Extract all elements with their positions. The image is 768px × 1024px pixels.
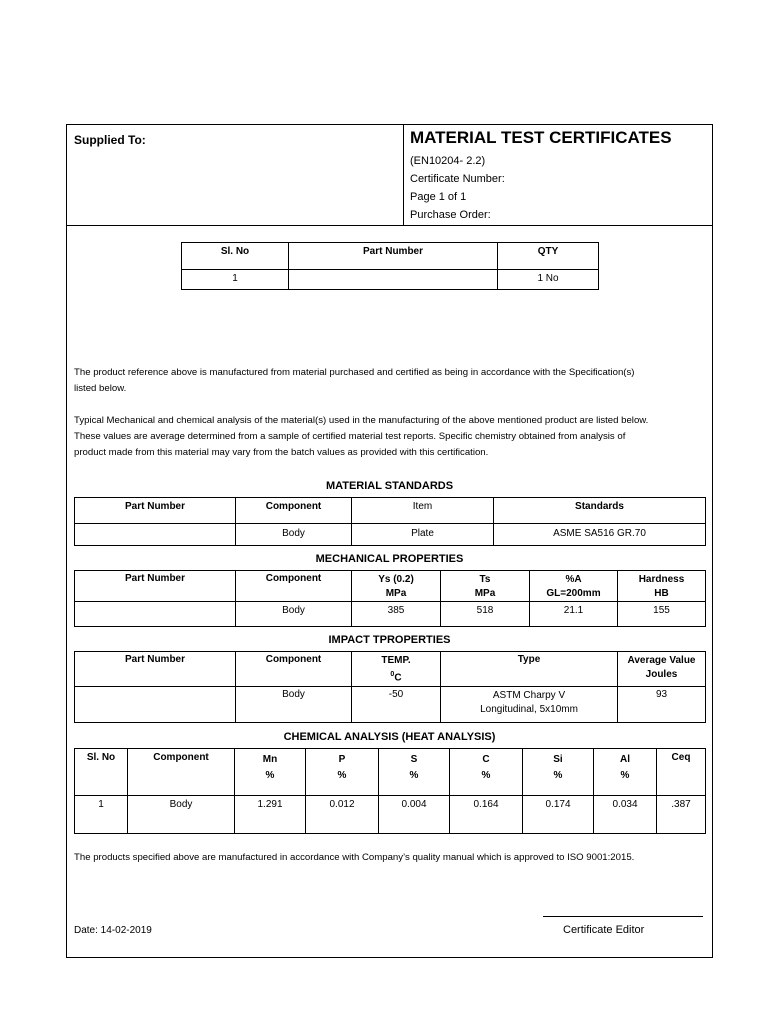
chem-td-p: 0.012 — [306, 796, 379, 834]
chem-th-component: Component — [128, 749, 235, 796]
chem-s-label: S — [410, 754, 418, 765]
chem-th-slno: Sl. No — [75, 749, 128, 796]
part-th-slno: Sl. No — [182, 243, 289, 270]
chemical-title: CHEMICAL ANALYSIS (HEAT ANALYSIS) — [283, 731, 496, 743]
chem-al-unit: % — [620, 770, 630, 781]
mechanical-table — [74, 570, 706, 627]
chem-th-si — [523, 749, 594, 796]
imp-td-part — [75, 687, 236, 723]
chem-mn-unit: % — [265, 770, 275, 781]
imp-avg-label: Average Value — [627, 655, 696, 666]
para2-line2: These values are average determined from a sample of certified material test reports. Specific chemistry obtained from analysis of — [74, 431, 626, 442]
imp-avg-unit: Joules — [645, 669, 678, 680]
chem-si-unit: % — [553, 770, 563, 781]
chem-th-p — [306, 749, 379, 796]
certificate-title: MATERIAL TEST CERTIFICATES — [410, 128, 672, 147]
chem-mn-label: Mn — [262, 754, 278, 765]
imp-temp-unit-sup: 0 — [390, 671, 395, 678]
imp-th-part: Part Number — [75, 652, 236, 687]
part-th-qty: QTY — [498, 243, 599, 270]
certificate-page — [66, 124, 713, 958]
part-td-partnumber — [289, 270, 498, 290]
chem-th-al — [594, 749, 657, 796]
material-standards-table — [74, 497, 706, 546]
para2-line3: product made from this material may vary from the batch values as provided with this certification. — [74, 447, 489, 458]
imp-td-avg: 93 — [618, 687, 706, 723]
para2-line1: Typical Mechanical and chemical analysis of the material(s) used in the manufacturing of the above mentioned product are listed below. — [74, 415, 649, 426]
mechanical-title: MECHANICAL PROPERTIES — [315, 553, 464, 565]
mech-ts-unit: MPa — [474, 588, 496, 599]
mech-ys-unit: MPa — [385, 588, 407, 599]
mech-th-part: Part Number — [75, 571, 236, 602]
chem-s-unit: % — [409, 770, 419, 781]
certificate-number: Certificate Number: — [410, 173, 505, 185]
imp-th-temp — [352, 652, 441, 687]
chem-c-label: C — [482, 754, 490, 765]
mech-hardness-unit: HB — [654, 588, 669, 599]
standard-ref: (EN10204- 2.2) — [410, 155, 486, 167]
chem-th-s — [379, 749, 450, 796]
mech-th-elong — [530, 571, 618, 602]
chem-td-c: 0.164 — [450, 796, 523, 834]
chem-td-slno: 1 — [75, 796, 128, 834]
imp-type-line2: Longitudinal, 5x10mm — [480, 704, 578, 715]
purchase-order: Purchase Order: — [410, 209, 491, 221]
imp-temp-unit — [352, 668, 440, 685]
chem-td-component: Body — [128, 796, 235, 834]
mech-th-component: Component — [236, 571, 352, 602]
ms-td-standards: ASME SA516 GR.70 — [494, 524, 706, 546]
part-td-slno: 1 — [182, 270, 289, 290]
chem-p-unit: % — [337, 770, 347, 781]
imp-temp-label: TEMP. — [381, 655, 411, 666]
mech-elong-unit: GL=200mm — [546, 588, 601, 599]
signature-line — [543, 916, 703, 917]
chem-td-s: 0.004 — [379, 796, 450, 834]
chemical-table — [74, 748, 706, 834]
chem-td-mn: 1.291 — [235, 796, 306, 834]
imp-th-component: Component — [236, 652, 352, 687]
mech-ys-label: Ys (0.2) — [378, 574, 414, 585]
chem-si-label: Si — [553, 754, 563, 765]
certificate-editor-signature: Certificate Editor — [563, 924, 645, 936]
chem-th-mn — [235, 749, 306, 796]
certificate-header-box — [404, 125, 712, 226]
para1-line1: The product reference above is manufactured from material purchased and certified as being in accordance with the Specification(s) — [74, 367, 635, 378]
imp-th-type: Type — [441, 652, 618, 687]
imp-td-type — [441, 687, 618, 723]
mech-ts-label: Ts — [479, 574, 491, 585]
page-number: Page 1 of 1 — [410, 191, 467, 203]
supplied-to-label: Supplied To: — [74, 133, 146, 147]
ms-th-component: Component — [236, 498, 352, 524]
chem-th-ceq: Ceq — [657, 749, 706, 796]
impact-title: IMPACT TPROPERTIES — [328, 634, 451, 646]
mech-th-ts — [441, 571, 530, 602]
mech-td-elong: 21.1 — [530, 602, 618, 627]
mech-td-part — [75, 602, 236, 627]
chem-c-unit: % — [481, 770, 491, 781]
supplied-to-box — [67, 125, 404, 226]
part-td-qty: 1 No — [498, 270, 599, 290]
iso-note: The products specified above are manufactured in accordance with Company’s quality manual which is approved to ISO 9001:2015. — [74, 852, 635, 863]
mech-th-hardness — [618, 571, 706, 602]
ms-td-item: Plate — [352, 524, 494, 546]
mech-td-ys: 385 — [352, 602, 441, 627]
mech-hardness-label: Hardness — [638, 574, 685, 585]
certificate-date: Date: 14-02-2019 — [74, 925, 152, 936]
spec-paragraph — [74, 365, 704, 397]
impact-table — [74, 651, 706, 723]
ms-th-standards: Standards — [494, 498, 706, 524]
mech-th-ys — [352, 571, 441, 602]
mech-td-component: Body — [236, 602, 352, 627]
imp-temp-unit-c: C — [394, 672, 402, 684]
part-th-partnumber: Part Number — [289, 243, 498, 270]
mech-td-ts: 518 — [441, 602, 530, 627]
ms-td-component: Body — [236, 524, 352, 546]
chem-p-label: P — [338, 754, 346, 765]
analysis-paragraph — [74, 413, 704, 461]
ms-th-item: Item — [352, 498, 494, 524]
chem-al-label: Al — [620, 754, 630, 765]
material-standards-title: MATERIAL STANDARDS — [325, 480, 454, 492]
imp-type-line1: ASTM Charpy V — [492, 690, 566, 701]
imp-td-temp: -50 — [352, 687, 441, 723]
imp-td-component: Body — [236, 687, 352, 723]
para1-line2: listed below. — [74, 383, 127, 394]
ms-td-part — [75, 524, 236, 546]
mech-elong-label: %A — [565, 574, 582, 585]
chem-td-ceq: .387 — [657, 796, 706, 834]
mech-td-hardness: 155 — [618, 602, 706, 627]
part-table — [181, 242, 599, 290]
ms-th-part: Part Number — [75, 498, 236, 524]
imp-th-avg — [618, 652, 706, 687]
chem-td-si: 0.174 — [523, 796, 594, 834]
chem-th-c — [450, 749, 523, 796]
chem-td-al: 0.034 — [594, 796, 657, 834]
